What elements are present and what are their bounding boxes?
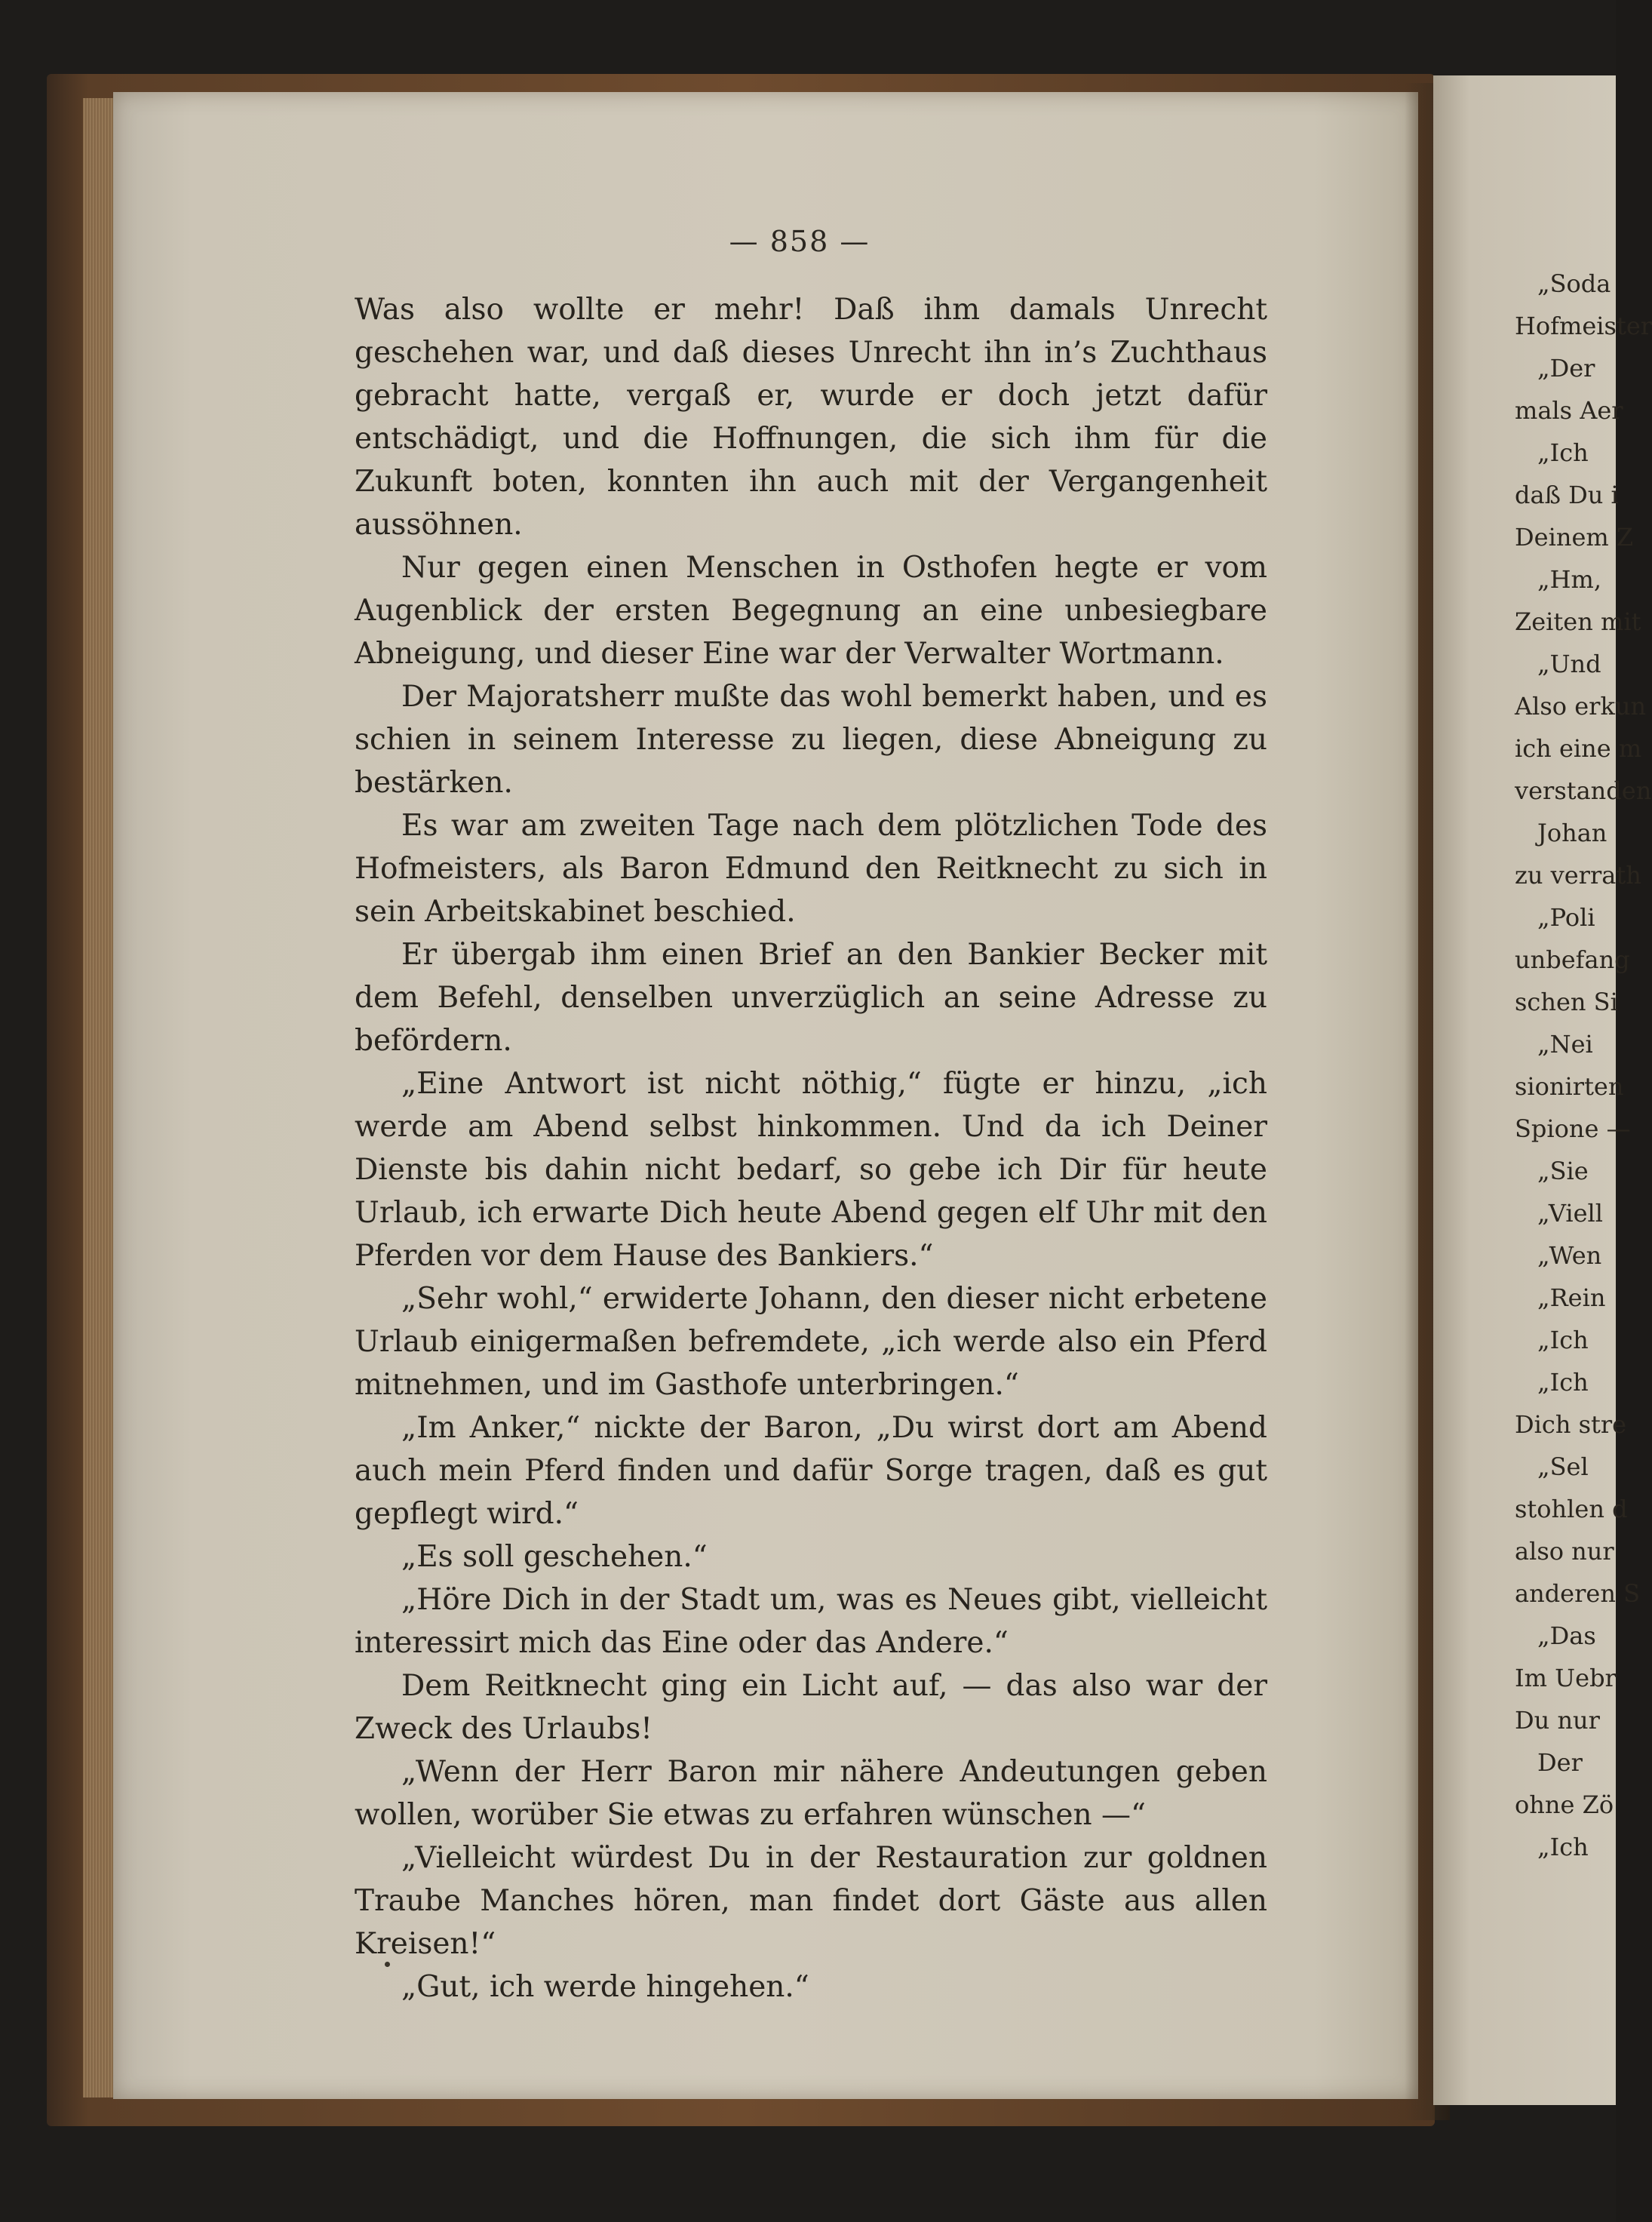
text-line: „Rein [1537,1283,1606,1312]
paragraph: Es war am zweiten Tage nach dem plötzlichen Tode des Hofmeisters, als Baron Edmund den Reitknecht zu sich in sein Arbeitskabinet beschied. [355,809,1267,929]
text-line: Spione — [1515,1114,1631,1143]
text-line: also nur [1515,1537,1614,1566]
text-line: „Sel [1537,1452,1589,1481]
text-line: zu verrath [1515,861,1641,890]
page-number: — 858 — [729,225,871,258]
text-line: schen Si [1515,988,1618,1016]
paragraph: „Gut, ich werde hingehen.“ [401,1970,809,2004]
text-line: Dich stre [1515,1410,1627,1439]
text-line: daß Du i [1515,481,1619,509]
page-body-text [355,288,1267,2008]
paragraph: „Sehr wohl,“ erwiderte Johann, den dieser nicht erbetene Urlaub einigermaßen befremdete, „ich werde also ein Pferd mitnehmen, und im Gasthofe unterbringen.“ [355,1282,1267,1402]
text-line: Also erkun [1515,692,1647,721]
paragraph: Der Majoratsherr mußte das wohl bemerkt haben, und es schien in seinem Interesse zu liegen, diese Abneigung zu bestärken. [355,680,1267,800]
text-line: ich eine m [1515,734,1642,763]
text-line: stohlen d [1515,1495,1628,1523]
text-line: „Ich [1537,438,1589,467]
text-line: „Nei [1537,1030,1593,1059]
paragraph: „Im Anker,“ nickte der Baron, „Du wirst dort am Abend auch mein Pferd finden und dafür Sorge tragen, daß es gut gepflegt wird.“ [355,1411,1267,1531]
text-line: „Poli [1537,903,1595,932]
text-line: anderen S [1515,1579,1641,1608]
text-line: „Der [1537,354,1595,383]
text-line: mals Aer [1515,396,1623,425]
paragraph: Er übergab ihm einen Brief an den Bankier Becker mit dem Befehl, denselben unverzüglich an seine Adresse zu befördern. [355,938,1267,1058]
text-line: unbefang [1515,945,1630,974]
page-fore-edge [83,98,116,2098]
paragraph: „Es soll geschehen.“ [401,1540,708,1574]
text-line: „Ich [1537,1326,1589,1354]
text-line: „Hm, [1537,565,1601,594]
text-line: „Und [1537,650,1601,678]
paragraph: „Vielleicht würdest Du in der Restauration zur goldnen Traube Manches hören, man findet dort Gäste aus allen Kreisen!“ [355,1841,1267,1961]
text-line: „Ich [1537,1833,1589,1861]
text-line: ohne Zö [1515,1790,1614,1819]
text-line: Zeiten mit [1515,607,1641,636]
paragraph: Dem Reitknecht ging ein Licht auf, — das also war der Zweck des Urlaubs! [355,1669,1267,1746]
text-line: Du nur [1515,1706,1600,1735]
text-line: Deinem Z [1515,523,1634,552]
text-line: „Soda [1537,269,1611,298]
text-line: Hofmeister [1515,312,1652,340]
ink-spot [385,1962,390,1967]
text-line: „Ich [1537,1368,1589,1397]
text-line: „Viell [1537,1199,1604,1228]
text-line: sionirten [1515,1072,1624,1101]
paragraph: „Höre Dich in der Stadt um, was es Neues gibt, vielleicht interessirt mich das Eine oder das Andere.“ [355,1583,1267,1660]
paragraph: Was also wollte er mehr! Daß ihm damals Unrecht geschehen war, und daß dieses Unrecht ihn in’s Zuchthaus gebracht hatte, vergaß er, wurde er doch jetzt dafür entschädigt, und die Hoffnungen, die sich ihm für die Zukunft boten, konnten ihn auch mit der Vergangenheit aussöhnen. [355,293,1267,542]
text-line: Der [1537,1748,1583,1777]
text-line: „Wen [1537,1241,1602,1270]
paragraph: Nur gegen einen Menschen in Osthofen hegte er vom Augenblick der ersten Begegnung an eine unbesiegbare Abneigung, und dieser Eine war der Verwalter Wortmann. [355,551,1267,671]
right-page-text [1515,263,1652,1868]
paragraph: „Wenn der Herr Baron mir nähere Andeutungen geben wollen, worüber Sie etwas zu erfahren wünschen —“ [355,1755,1267,1832]
text-line: Im Uebr [1515,1664,1617,1692]
text-line: „Das [1537,1621,1596,1650]
text-line: Johan [1537,819,1607,847]
text-line: „Sie [1537,1157,1589,1185]
paragraph: „Eine Antwort ist nicht nöthig,“ fügte er hinzu, „ich werde am Abend selbst hinkommen. Und da ich Deiner Dienste bis dahin nicht bedarf, so gebe ich Dir für heute Urlaub, ich erwarte Dich heute Abend gegen elf Uhr mit den Pferden vor dem Hause des Bankiers.“ [355,1067,1267,1273]
text-line: verstanden [1515,776,1652,805]
